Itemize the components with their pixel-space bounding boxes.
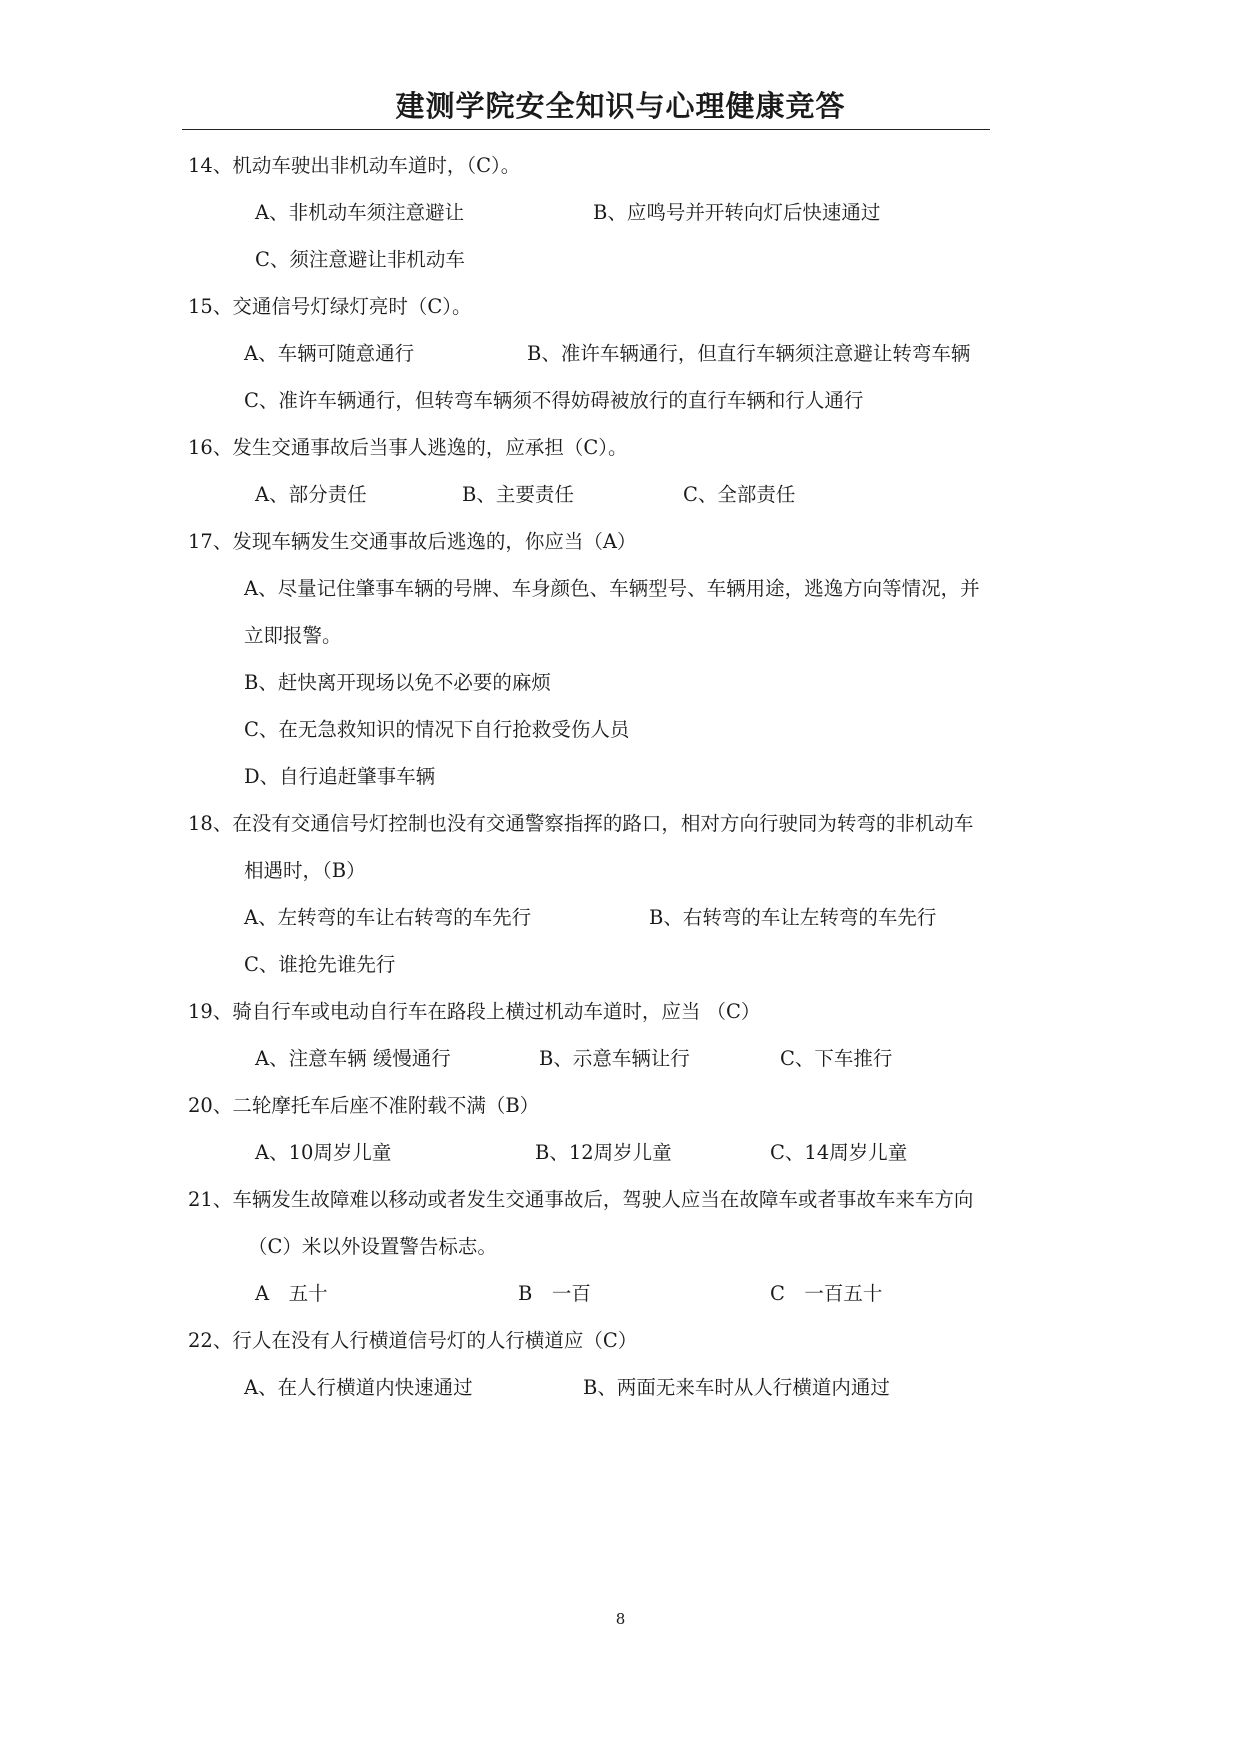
question-18-stem-line2: 相遇时，（B）: [244, 859, 366, 882]
header-divider: [182, 129, 990, 130]
question-15-option-c: C、准许车辆通行，但转弯车辆须不得妨碍被放行的直行车辆和行人通行: [244, 389, 864, 412]
question-19-option-a: A、注意车辆 缓慢通行: [255, 1047, 451, 1070]
question-16-option-a: A、部分责任: [255, 483, 367, 506]
question-21-stem-line2: （C）米以外设置警告标志。: [248, 1235, 497, 1258]
question-21-option-b: B 一百: [518, 1282, 591, 1305]
question-21-option-a: A 五十: [255, 1282, 328, 1305]
question-20-option-c: C、14周岁儿童: [770, 1141, 908, 1164]
question-17-stem: 17、发现车辆发生交通事故后逃逸的，你应当（A）: [188, 530, 637, 553]
question-22-stem: 22、行人在没有人行横道信号灯的人行横道应（C）: [188, 1329, 638, 1352]
question-15-stem: 15、交通信号灯绿灯亮时（C）。: [188, 295, 472, 318]
question-18-option-a: A、左转弯的车让右转弯的车先行: [244, 906, 532, 929]
question-20-stem: 20、二轮摩托车后座不准附载不满（B）: [188, 1094, 540, 1117]
question-20-option-b: B、12周岁儿童: [535, 1141, 672, 1164]
question-16-option-b: B、主要责任: [462, 483, 574, 506]
question-16-stem: 16、发生交通事故后当事人逃逸的，应承担（C）。: [188, 436, 628, 459]
question-14-stem: 14、机动车驶出非机动车道时，（C）。: [188, 154, 521, 177]
question-17-option-a-line2: 立即报警。: [244, 624, 342, 647]
question-17-option-a-line1: A、尽量记住肇事车辆的号牌、车身颜色、车辆型号、车辆用途，逃逸方向等情况，并: [244, 577, 980, 600]
document-title: 建测学院安全知识与心理健康竞答: [395, 89, 846, 123]
question-19-option-c: C、下车推行: [780, 1047, 893, 1070]
question-18-option-b: B、右转弯的车让左转弯的车先行: [649, 906, 937, 929]
question-19-stem: 19、骑自行车或电动自行车在路段上横过机动车道时，应当 （C）: [188, 1000, 761, 1023]
question-14-option-a: A、非机动车须注意避让: [255, 201, 465, 224]
question-21-option-c: C 一百五十: [770, 1282, 883, 1305]
question-17-option-b: B、赶快离开现场以免不必要的麻烦: [244, 671, 551, 694]
question-14-option-c: C、须注意避让非机动车: [255, 248, 465, 271]
page-number: 8: [615, 1610, 626, 1628]
question-16-option-c: C、全部责任: [683, 483, 796, 506]
question-14-option-b: B、应鸣号并开转向灯后快速通过: [593, 201, 881, 224]
question-18-stem-line1: 18、在没有交通信号灯控制也没有交通警察指挥的路口，相对方向行驶同为转弯的非机动车: [188, 812, 974, 835]
question-17-option-c: C、在无急救知识的情况下自行抢救受伤人员: [244, 718, 630, 741]
question-18-option-c: C、谁抢先谁先行: [244, 953, 396, 976]
question-22-option-b: B、两面无来车时从人行横道内通过: [583, 1376, 890, 1399]
question-15-option-b: B、准许车辆通行，但直行车辆须注意避让转弯车辆: [527, 342, 971, 365]
question-21-stem-line1: 21、车辆发生故障难以移动或者发生交通事故后，驾驶人应当在故障车或者事故车来车方向: [188, 1188, 974, 1211]
question-19-option-b: B、示意车辆让行: [539, 1047, 690, 1070]
question-15-option-a: A、车辆可随意通行: [244, 342, 415, 365]
question-20-option-a: A、10周岁儿童: [255, 1141, 392, 1164]
question-17-option-d: D、自行追赶肇事车辆: [244, 765, 436, 788]
question-22-option-a: A、在人行横道内快速通过: [244, 1376, 473, 1399]
